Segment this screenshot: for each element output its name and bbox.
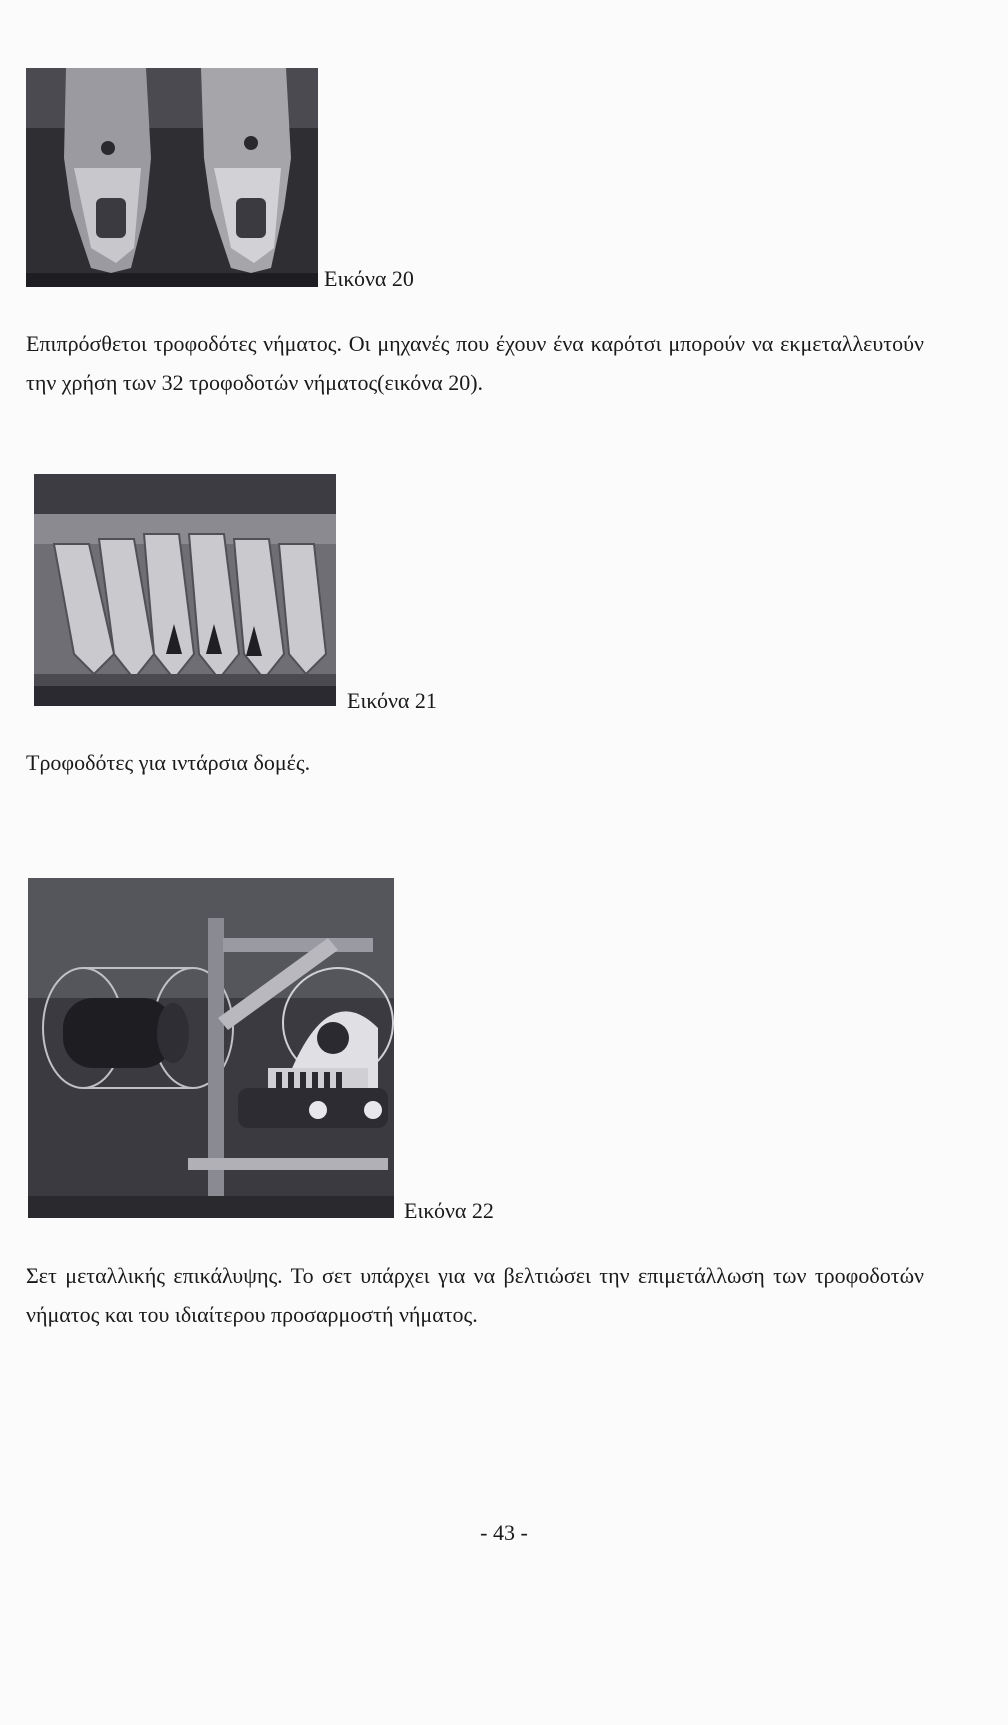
- figure-21-description: Τροφοδότες για ιντάρσια δομές.: [26, 750, 311, 775]
- figure-22-description: Σετ μεταλλικής επικάλυψης. Το σετ υπάρχει για να βελτιώσει την επιμετάλλωση των τροφοδοτών νήματος και του ιδιαίτερου προσαρμοστή νήματος.: [26, 1263, 924, 1327]
- page-number: - 43 -: [480, 1520, 528, 1545]
- figure-22-caption: Εικόνα 22: [404, 1198, 494, 1223]
- figure-20-image: [26, 68, 318, 287]
- figure-21-caption: Εικόνα 21: [347, 688, 437, 713]
- figure-22-image: [28, 878, 394, 1218]
- figure-21-image: [34, 474, 336, 706]
- figure-20-caption: Εικόνα 20: [324, 266, 414, 291]
- figure-20-description: Επιπρόσθετοι τροφοδότες νήματος. Οι μηχανές που έχουν ένα καρότσι μπορούν να εκμεταλλευτούν την χρήση των 32 τροφοδοτών νήματος(εικόνα 20).: [26, 331, 924, 395]
